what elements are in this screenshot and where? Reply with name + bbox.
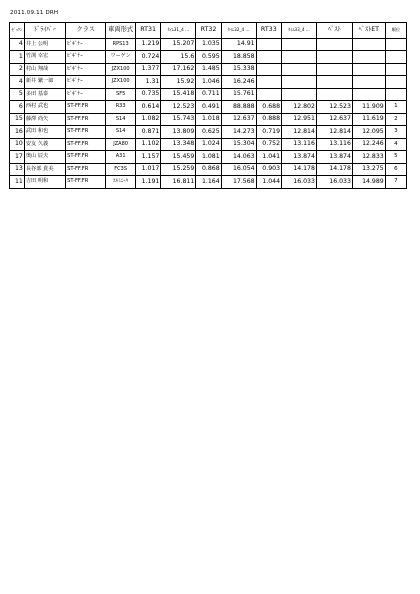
cell-number: 10 (10, 138, 25, 151)
cell-rt31: 1.157 (135, 151, 160, 164)
cell-rt31: 1.31 (135, 76, 160, 89)
cell-time33: 13.874 (282, 151, 317, 164)
cell-number: 2 (10, 63, 25, 76)
cell-rt31: 1.102 (135, 138, 160, 151)
cell-class: ST-FF.FR (66, 151, 106, 164)
cell-rt31: 1.082 (135, 113, 160, 126)
cell-rt31: 0.614 (135, 101, 160, 114)
cell-rt33 (256, 51, 281, 64)
cell-rt31: 0.735 (135, 88, 160, 101)
cell-vehicle: A31 (106, 151, 136, 164)
cell-best-et: 11.909 (352, 101, 385, 114)
cell-number: 4 (10, 38, 25, 51)
cell-time32: 14.273 (221, 126, 256, 139)
cell-vehicle: FC3S (106, 163, 136, 176)
cell-best (316, 51, 352, 64)
cell-rank: 4 (385, 138, 406, 151)
col-header: ﾀｲﾑ32_4 ... (221, 23, 256, 39)
cell-time32: 18.858 (221, 51, 256, 64)
cell-rank (385, 88, 406, 101)
col-header: ﾀｲﾑ33_4 ... (282, 23, 317, 39)
cell-time31: 15.743 (161, 113, 196, 126)
cell-class: ST-FF.FR (66, 113, 106, 126)
cell-rank: 6 (385, 163, 406, 176)
cell-time31: 15.459 (161, 151, 196, 164)
cell-rt32: 0.595 (196, 51, 221, 64)
cell-driver: 西村 武也 (24, 101, 65, 114)
cell-class: ﾋﾞｷﾞﾅｰ (66, 63, 106, 76)
cell-time32: 15.761 (221, 88, 256, 101)
cell-rank (385, 76, 406, 89)
cell-rt32: 1.485 (196, 63, 221, 76)
cell-rt33 (256, 63, 281, 76)
col-header: 順位 (385, 23, 406, 39)
cell-number: 6 (10, 101, 25, 114)
cell-rt33: 0.688 (256, 101, 281, 114)
cell-driver: 安友 久義 (24, 138, 65, 151)
col-header: クラス (66, 23, 106, 39)
cell-best: 13.116 (316, 138, 352, 151)
cell-driver: 吉田 明和 (24, 176, 65, 189)
cell-rt32: 1.081 (196, 151, 221, 164)
cell-vehicle: ｴﾙﾐﾆｰﾊ (106, 176, 136, 189)
cell-rt33 (256, 38, 281, 51)
cell-best: 12.523 (316, 101, 352, 114)
cell-rt31: 1.017 (135, 163, 160, 176)
cell-class: ST-FF.FR (66, 163, 106, 176)
cell-rt31: 1.377 (135, 63, 160, 76)
cell-best-et (352, 88, 385, 101)
cell-rank: 7 (385, 176, 406, 189)
cell-rt32: 1.164 (196, 176, 221, 189)
table-header-row (10, 23, 407, 39)
cell-vehicle: S14 (106, 113, 136, 126)
cell-driver: 武田 和也 (24, 126, 65, 139)
cell-rt32: 0.868 (196, 163, 221, 176)
cell-vehicle: RPS13 (106, 38, 136, 51)
cell-number: 15 (10, 113, 25, 126)
cell-best-et: 12.833 (352, 151, 385, 164)
col-header: ﾍﾞｽﾄET (352, 23, 385, 39)
cell-rt31: 0.871 (135, 126, 160, 139)
cell-vehicle: S14 (106, 126, 136, 139)
cell-vehicle: SF5 (106, 88, 136, 101)
cell-time31: 13.348 (161, 138, 196, 151)
cell-number: 16 (10, 126, 25, 139)
cell-best-et: 12.246 (352, 138, 385, 151)
cell-time33 (282, 38, 317, 51)
col-header: RT33 (256, 23, 281, 39)
cell-vehicle: JZX100 (106, 76, 136, 89)
cell-best-et (352, 38, 385, 51)
table-row (10, 88, 407, 101)
cell-vehicle: R33 (106, 101, 136, 114)
cell-time31: 12.523 (161, 101, 196, 114)
table-row (10, 101, 407, 114)
cell-time31: 17.162 (161, 63, 196, 76)
cell-time32: 14.063 (221, 151, 256, 164)
cell-best: 16.033 (316, 176, 352, 189)
table-row (10, 38, 407, 51)
cell-driver: 村山 翔哉 (24, 63, 65, 76)
cell-time33: 12.814 (282, 126, 317, 139)
cell-best (316, 76, 352, 89)
cell-time31: 15.92 (161, 76, 196, 89)
cell-best-et: 11.619 (352, 113, 385, 126)
cell-driver: 長谷部 貴美 (24, 163, 65, 176)
cell-rank: 2 (385, 113, 406, 126)
cell-rt33: 0.719 (256, 126, 281, 139)
cell-time33: 12.802 (282, 101, 317, 114)
cell-rt32: 1.018 (196, 113, 221, 126)
table-row (10, 126, 407, 139)
cell-driver: 奥山 辰夫 (24, 151, 65, 164)
cell-driver: 藤澤 尚矢 (24, 113, 65, 126)
col-header: 車両形式 (106, 23, 136, 39)
cell-number: 17 (10, 151, 25, 164)
cell-best: 12.637 (316, 113, 352, 126)
cell-best: 13.874 (316, 151, 352, 164)
cell-time31: 15.259 (161, 163, 196, 176)
cell-number: 13 (10, 163, 25, 176)
cell-time33 (282, 51, 317, 64)
cell-rt33 (256, 88, 281, 101)
col-header: RT32 (196, 23, 221, 39)
cell-time32: 12.637 (221, 113, 256, 126)
cell-best-et (352, 76, 385, 89)
cell-best: 14.178 (316, 163, 352, 176)
cell-rt32: 1.024 (196, 138, 221, 151)
cell-rank (385, 51, 406, 64)
cell-time33 (282, 76, 317, 89)
cell-driver: 多田 基泰 (24, 88, 65, 101)
cell-class: ST-FF.FR (66, 101, 106, 114)
col-header: RT31 (135, 23, 160, 39)
cell-class: ST-FF.FR (66, 138, 106, 151)
cell-time32: 88.888 (221, 101, 256, 114)
cell-time33: 16.033 (282, 176, 317, 189)
cell-rt32: 0.491 (196, 101, 221, 114)
cell-driver: 竹渕 幸宏 (24, 51, 65, 64)
cell-rt33: 1.041 (256, 151, 281, 164)
results-table (9, 22, 407, 189)
cell-time32: 17.568 (221, 176, 256, 189)
table-row (10, 51, 407, 64)
cell-rt33 (256, 76, 281, 89)
table-row (10, 76, 407, 89)
cell-time32: 15.304 (221, 138, 256, 151)
table-row (10, 176, 407, 189)
cell-time31: 15.418 (161, 88, 196, 101)
header-title: 2011.09.11 DRH (10, 10, 59, 16)
cell-driver: 新井 繁一郎 (24, 76, 65, 89)
cell-time32: 16.246 (221, 76, 256, 89)
cell-vehicle: JZX100 (106, 63, 136, 76)
cell-class: ﾋﾞｷﾞﾅｰ (66, 38, 106, 51)
cell-time33 (282, 63, 317, 76)
table-row (10, 163, 407, 176)
cell-rt31: 1.219 (135, 38, 160, 51)
table-row (10, 63, 407, 76)
cell-time31: 15.207 (161, 38, 196, 51)
cell-rt32: 0.711 (196, 88, 221, 101)
cell-best-et: 14.989 (352, 176, 385, 189)
cell-time31: 13.809 (161, 126, 196, 139)
cell-class: ST-FF.FR (66, 176, 106, 189)
cell-best-et: 13.275 (352, 163, 385, 176)
cell-rank: 1 (385, 101, 406, 114)
col-header: ﾄﾞﾗｲﾊﾞｰ (24, 23, 65, 39)
col-header: ﾀｲﾑ31_4 ... (161, 23, 196, 39)
table-body (10, 38, 407, 188)
cell-rank: 3 (385, 126, 406, 139)
cell-class: ﾋﾞｷﾞﾅｰ (66, 51, 106, 64)
col-header: ｾﾞｯｹﾝ (10, 23, 25, 39)
cell-driver: 井上 公明 (24, 38, 65, 51)
cell-time33: 12.951 (282, 113, 317, 126)
col-header: ﾍﾞｽﾄ (316, 23, 352, 39)
table-row (10, 113, 407, 126)
cell-time32: 16.054 (221, 163, 256, 176)
cell-time33: 13.116 (282, 138, 317, 151)
cell-time33: 14.178 (282, 163, 317, 176)
cell-rt32: 1.035 (196, 38, 221, 51)
cell-best-et (352, 51, 385, 64)
cell-rank: 5 (385, 151, 406, 164)
cell-rank (385, 38, 406, 51)
cell-best-et: 12.095 (352, 126, 385, 139)
cell-rt33: 0.752 (256, 138, 281, 151)
cell-rank (385, 63, 406, 76)
table-row (10, 138, 407, 151)
cell-class: ST-FF.FR (66, 126, 106, 139)
cell-best-et (352, 63, 385, 76)
cell-vehicle: JZA80 (106, 138, 136, 151)
cell-rt31: 0.724 (135, 51, 160, 64)
cell-class: ﾋﾞｷﾞﾅｰ (66, 76, 106, 89)
cell-number: 1 (10, 51, 25, 64)
cell-number: 4 (10, 76, 25, 89)
cell-best: 12.814 (316, 126, 352, 139)
cell-rt32: 1.046 (196, 76, 221, 89)
cell-best (316, 63, 352, 76)
cell-rt33: 0.888 (256, 113, 281, 126)
cell-time32: 14.91 (221, 38, 256, 51)
cell-rt33: 0.903 (256, 163, 281, 176)
table-row (10, 151, 407, 164)
cell-number: 11 (10, 176, 25, 189)
cell-number: 5 (10, 88, 25, 101)
cell-time31: 15.6 (161, 51, 196, 64)
cell-best (316, 38, 352, 51)
cell-time32: 15.338 (221, 63, 256, 76)
cell-class: ﾋﾞｷﾞﾅｰ (66, 88, 106, 101)
cell-vehicle: ワーゲン (106, 51, 136, 64)
cell-time33 (282, 88, 317, 101)
cell-best (316, 88, 352, 101)
cell-rt33: 1.044 (256, 176, 281, 189)
cell-rt31: 1.191 (135, 176, 160, 189)
cell-rt32: 0.625 (196, 126, 221, 139)
cell-time31: 16.811 (161, 176, 196, 189)
